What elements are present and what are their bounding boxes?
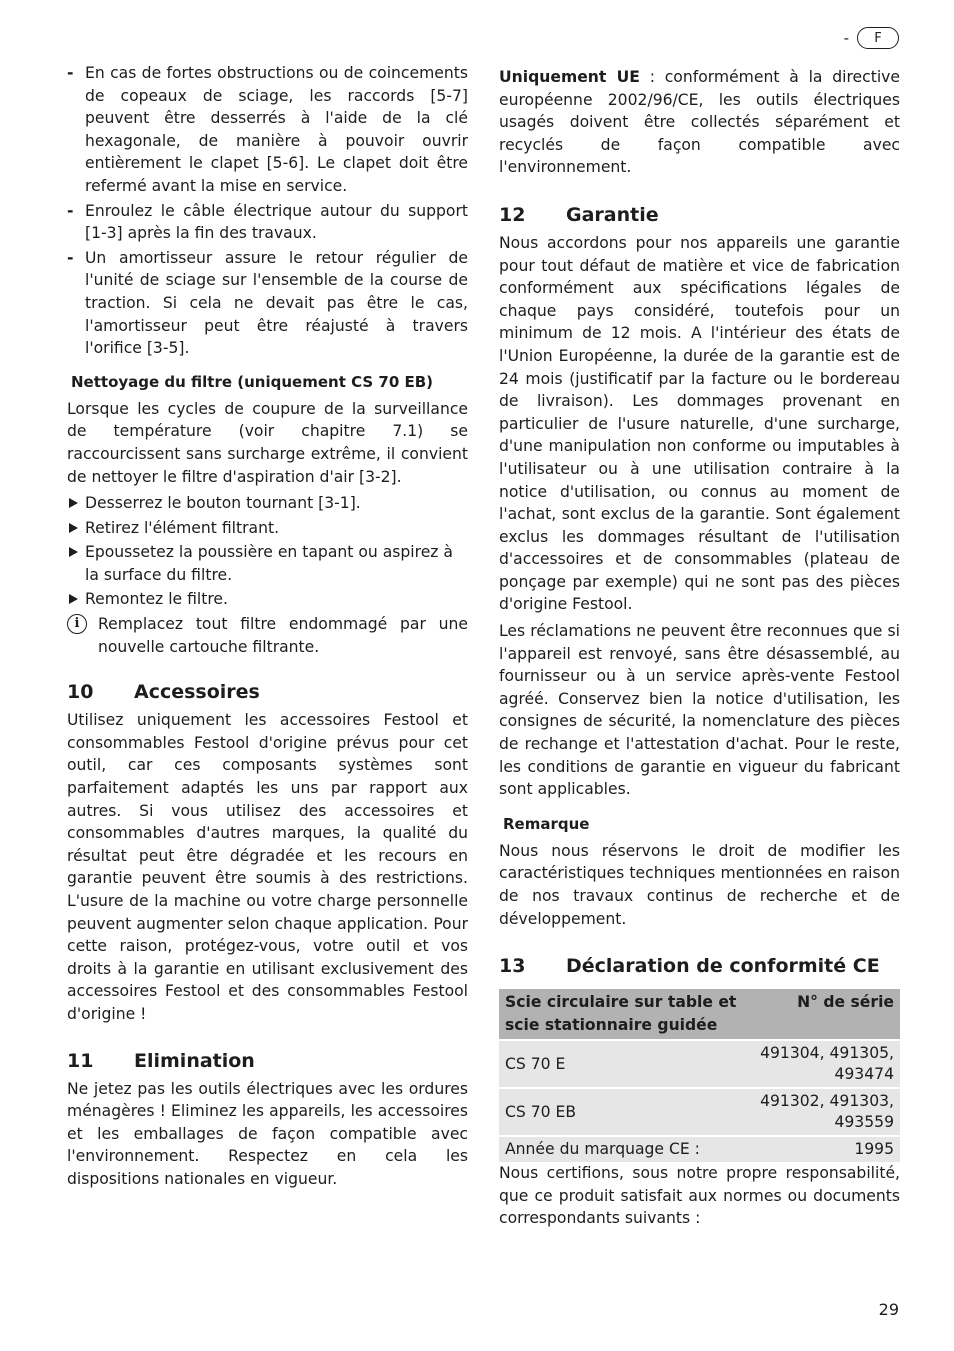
eu-label: Uniquement UE bbox=[499, 68, 640, 86]
table-row bbox=[499, 1088, 900, 1136]
section-number: 12 bbox=[499, 203, 526, 226]
dash-item-text: Enroulez le câble électrique autour du support [1-3] après la fin des travaux. bbox=[85, 201, 468, 243]
section-number: 13 bbox=[499, 955, 526, 978]
table-cell-product: Année du marquage CE : bbox=[499, 1136, 751, 1162]
table-cell-product: CS 70 E bbox=[499, 1040, 751, 1088]
step-text: Remontez le filtre. bbox=[85, 590, 228, 609]
eu-text: : conformément à la directive européenne 2002/96/CE, les outils électriques usagés doivent être collectés séparément et recyclés de façon compatible avec l'environnement. bbox=[499, 68, 900, 177]
filter-heading: Nettoyage du filtre (uniquement CS 70 EB) bbox=[71, 372, 434, 391]
eu-notice bbox=[499, 66, 900, 179]
dash-item bbox=[67, 247, 468, 360]
table-header-product: Scie circulaire sur table et scie stationnaire guidée bbox=[499, 989, 751, 1040]
step-item bbox=[67, 588, 468, 611]
lang-code-badge: F bbox=[857, 27, 899, 49]
step-item bbox=[67, 517, 468, 540]
remark-heading: Remarque bbox=[503, 814, 590, 833]
language-indicator bbox=[844, 27, 899, 49]
maintenance-dash-list bbox=[67, 62, 468, 360]
section-number: 11 bbox=[67, 1049, 94, 1072]
table-cell-serial: 491304, 491305, 493474 bbox=[751, 1040, 900, 1088]
section-11-text: Ne jetez pas les outils électriques avec les ordures ménagères ! Eliminez les appareils, les accessoires et les emballages de façon compatible avec l'environnement. Respectez en cela les dispositions nationales en vigueur. bbox=[67, 1079, 468, 1188]
section-title: Garantie bbox=[566, 203, 659, 226]
filter-steps bbox=[67, 492, 468, 611]
section-12-heading bbox=[499, 202, 900, 228]
dash-mark: - bbox=[67, 248, 74, 267]
section-11-heading bbox=[67, 1048, 468, 1074]
section-12-text-2: Les réclamations ne peuvent être reconnues que si l'appareil est renvoyé, sans être désassemblé, au fournisseur ou à un service après-vente Festool agréé. Conservez bien la notice d'utilisation, les consignes de sécurité, la nomenclature des pièces de rechange et l'attestation d'achat. Pour le reste, les conditions de garantie en vigueur du fabricant sont applicables. bbox=[499, 622, 900, 799]
section-number: 10 bbox=[67, 681, 94, 704]
arrow-right-icon bbox=[69, 498, 78, 508]
section-title: Déclaration de conformité CE bbox=[566, 955, 880, 978]
section-title: Elimination bbox=[134, 1049, 255, 1072]
table-header-row bbox=[499, 989, 900, 1040]
page-number: 29 bbox=[878, 1300, 899, 1319]
section-10-text: Utilisez uniquement les accessoires Festool et consommables Festool d'origine prévus pour cet outil, car ces composants systèmes sont parfaitement adaptés les uns par rapport aux autres. Si vous utilisez des accessoires et consommables d'autres marques, la qualité du résultat peut être dégradée et les recours en garantie peuvent être soumis à des restrictions. L'usure de la machine ou votre charge personnelle peuvent augmenter selon chaque application. Pour cette raison, protégez-vous, votre outil et vos droits à la garantie en utilisant exclusivement des accessoires Festool et des consommables Festool d'origine ! bbox=[67, 711, 468, 1023]
section-title: Accessoires bbox=[134, 681, 260, 704]
arrow-right-icon bbox=[69, 547, 78, 557]
remark-text: Nous nous réservons le droit de modifier les caractéristiques techniques mentionnées en raison de nos travaux continus de recherche et de développement. bbox=[499, 841, 900, 928]
dash-mark: - bbox=[67, 201, 74, 220]
dash-item-text: En cas de fortes obstructions ou de coincements de copeaux de sciage, les raccords [5-7] peuvent être desserrés à l'aide de la clé hexagonale, de manière à pouvoir ouvrir entièrement le clapet [5-6]. Le clapet doit être refermé avant la mise en service. bbox=[85, 64, 468, 195]
section-13-text: Nous certifions, sous notre propre responsabilité, que ce produit satisfait aux normes ou documents correspondants suivants : bbox=[499, 1164, 900, 1228]
arrow-right-icon bbox=[69, 523, 78, 533]
table-cell-product: CS 70 EB bbox=[499, 1088, 751, 1136]
table-row bbox=[499, 1040, 900, 1088]
step-item bbox=[67, 541, 468, 586]
dash-item-text: Un amortisseur assure le retour régulier de l'unité de sciage sur l'ensemble de la course de traction. Si cela ne devait pas être le cas, l'amortisseur peut être réajusté à travers l'orifice [3-5]. bbox=[85, 248, 468, 358]
step-item bbox=[67, 492, 468, 515]
step-text: Retirez l'élément filtrant. bbox=[85, 518, 280, 537]
dash-mark: - bbox=[67, 64, 74, 82]
left-column bbox=[67, 62, 468, 1191]
info-note bbox=[67, 613, 468, 658]
table-cell-serial: 1995 bbox=[751, 1136, 900, 1162]
table-header-serial: N° de série bbox=[751, 989, 900, 1040]
dash-item bbox=[67, 200, 468, 245]
section-10-heading bbox=[67, 679, 468, 705]
right-column bbox=[499, 66, 900, 1230]
step-text: Desserrez le bouton tournant [3-1]. bbox=[85, 494, 361, 513]
serial-number-table bbox=[499, 989, 900, 1162]
table-row bbox=[499, 1136, 900, 1162]
section-12-text-1: Nous accordons pour nos appareils une garantie pour tout défaut de matière et vice de fabrication conformément aux spécifications légales de chaque pays considéré, toutefois pour un minimum de 12 mois. A l'intérieur des états de l'Union Européenne, la durée de la garantie est de 24 mois (justificatif par la facture ou le bordereau de livraison). Les dommages provenant en particulier de l'usure naturelle, d'une surcharge, d'une manipulation non conforme ou imputables à l'utilisateur ou à une utilisation contraire à la notice d'utilisation, ou connus au moment de l'achat, sont exclus de la garantie. Sont également exclus les dommages résultant de l'utilisation d'accessoires et de consommables (plateau de ponçage par exemple) qui ne sont pas des pièces d'origine Festool. bbox=[499, 233, 900, 614]
table-cell-serial: 491302, 491303, 493559 bbox=[751, 1088, 900, 1136]
step-text: Epoussetez la poussière en tapant ou aspirez à la surface du filtre. bbox=[85, 543, 453, 584]
dash-item bbox=[67, 62, 468, 198]
arrow-right-icon bbox=[69, 594, 78, 604]
section-13-heading bbox=[499, 953, 900, 979]
info-text: Remplacez tout filtre endommagé par une nouvelle cartouche filtrante. bbox=[98, 615, 468, 656]
filter-text: Lorsque les cycles de coupure de la surveillance de température (voir chapitre 7.1) se raccourcissent sans surcharge extrême, il convient de nettoyer le filtre d'aspiration d'air [3-2]. bbox=[67, 399, 468, 486]
lang-dash: - bbox=[843, 29, 849, 47]
info-icon: i bbox=[67, 614, 87, 634]
